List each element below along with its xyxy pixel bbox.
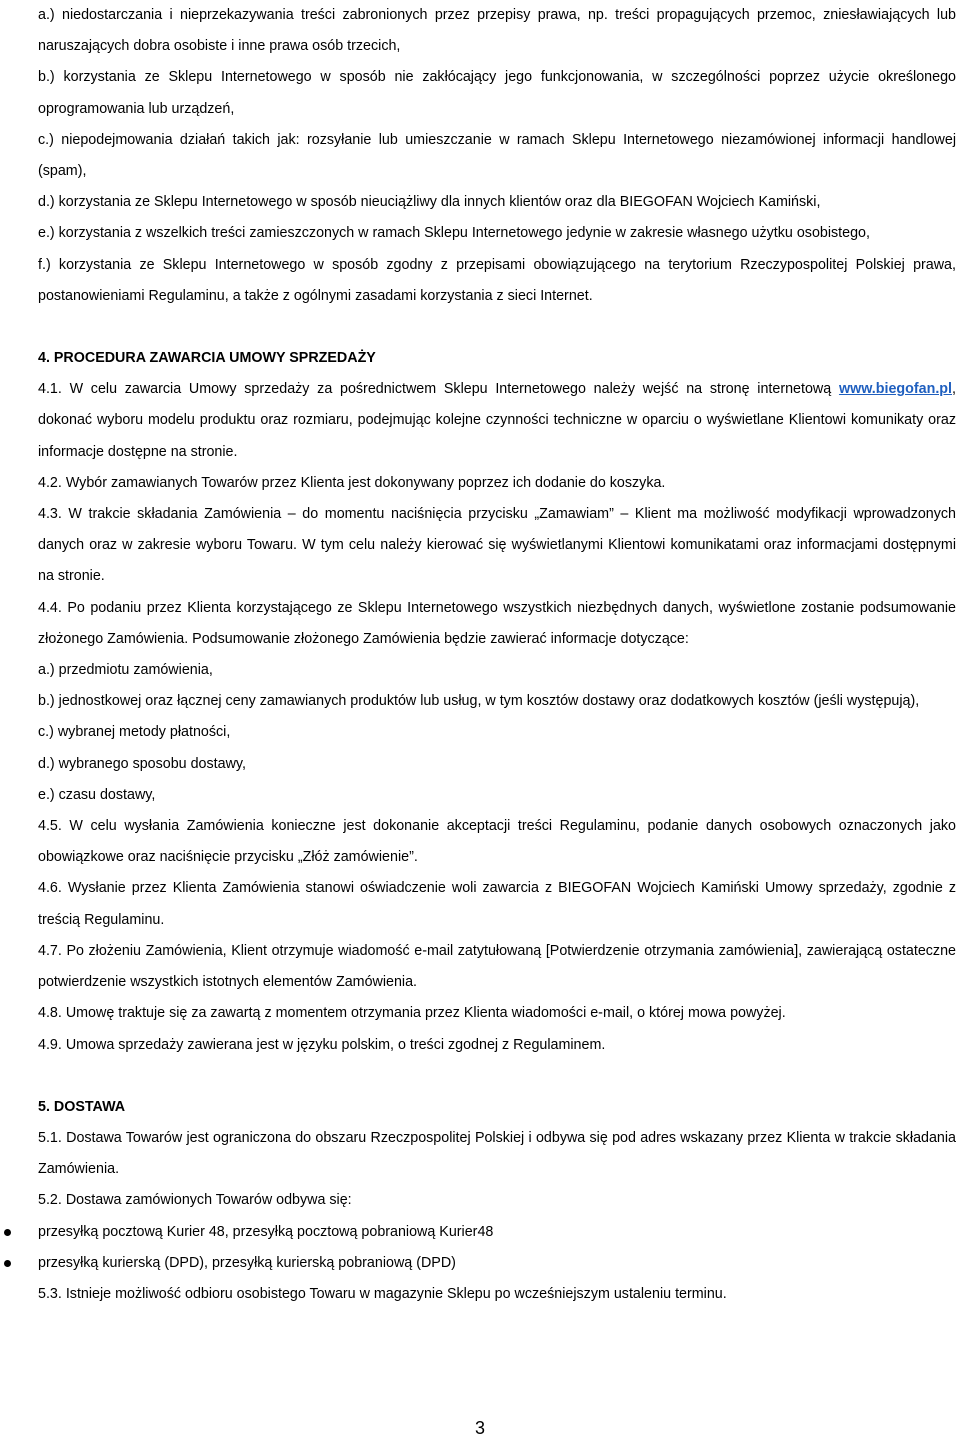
list-item <box>38 1248 956 1279</box>
summary-item-a: a.) przedmiotu zamówienia, <box>38 662 213 679</box>
paragraph-4-6: 4.6. Wysłanie przez Klienta Zamówienia stanowi oświadczenie woli zawarcia z BIEGOFAN Wojciech Kamiński Umowy sprzedaży, zgodnie z treścią Regulaminu. <box>38 880 956 928</box>
paragraph-a: a.) niedostarczania i nieprzekazywania treści zabronionych przez przepisy prawa, np. treści propagujących przemoc, zniesławiających lub naruszających dobra osobiste i inne prawa osób trzecich, <box>38 7 956 55</box>
list-item <box>38 1217 956 1248</box>
summary-item-b: b.) jednostkowej oraz łącznej ceny zamawianych produktów lub usług, w tym kosztów dostawy oraz dodatkowych kosztów (jeśli występują), <box>38 693 920 710</box>
paragraph-5-3: 5.3. Istnieje możliwość odbioru osobistego Towaru w magazynie Sklepu po wcześniejszym ustaleniu terminu. <box>38 1285 727 1302</box>
paragraph-4-8: 4.8. Umowę traktuje się za zawartą z momentem otrzymania przez Klienta wiadomości e-mail, o której mowa powyżej. <box>38 1005 786 1022</box>
paragraph-5-2: 5.2. Dostawa zamówionych Towarów odbywa się: <box>38 1192 352 1209</box>
paragraph-4-3: 4.3. W trakcie składania Zamówienia – do momentu naciśnięcia przycisku „Zamawiam” – Klient ma możliwość modyfikacji wprowadzonych danych oraz w zakresie wyboru Towaru. W tym celu należy kierować się wyświetlanymi Klientowi komunikatami oraz informacjami dostępnymi na stronie. <box>38 506 956 585</box>
summary-item-c: c.) wybranej metody płatności, <box>38 724 231 741</box>
summary-item-d: d.) wybranego sposobu dostawy, <box>38 755 246 772</box>
biegofan-link[interactable]: www.biegofan.pl <box>838 381 953 398</box>
bullet-icon <box>4 1260 11 1267</box>
paragraph-c: c.) niepodejmowania działań takich jak: rozsyłanie lub umieszczanie w ramach Sklepu Internetowego niezamówionej informacji handlowej (spam), <box>38 131 956 180</box>
section-4-heading: 4. PROCEDURA ZAWARCIA UMOWY SPRZEDAŻY <box>38 350 376 367</box>
section-5-heading: 5. DOSTAWA <box>38 1098 126 1115</box>
bullet-icon <box>4 1229 11 1236</box>
paragraph-4-5: 4.5. W celu wysłania Zamówienia konieczne jest dokonanie akceptacji treści Regulaminu, podanie danych osobowych oznaczonych jako obowiązkowe oraz naciśnięcie przycisku „Złóż zamówienie”. <box>38 818 956 866</box>
paragraph-4-9: 4.9. Umowa sprzedaży zawierana jest w języku polskim, o treści zgodnej z Regulaminem. <box>38 1036 606 1053</box>
paragraph-e: e.) korzystania z wszelkich treści zamieszczonych w ramach Sklepu Internetowego jedynie w zakresie własnego użytku osobistego, <box>38 225 870 242</box>
spacer <box>38 1061 956 1092</box>
page-number: 3 <box>474 1418 485 1438</box>
delivery-method-text: przesyłką kurierską (DPD), przesyłką kurierską pobraniową (DPD) <box>38 1254 456 1271</box>
spacer <box>38 312 956 343</box>
paragraph-4-1-text-end: , dokonać wyboru modelu produktu oraz rozmiaru, podejmując kolejne czynności techniczne w oparciu o wyświetlane Klientowi komunikaty oraz informacje dostępne na stronie. <box>38 381 956 460</box>
paragraph-d: d.) korzystania ze Sklepu Internetowego w sposób nieuciążliwy dla innych klientów oraz dla BIEGOFAN Wojciech Kamiński, <box>38 194 821 211</box>
summary-item-e: e.) czasu dostawy, <box>38 786 156 803</box>
paragraph-4-1-text-start: 4.1. W celu zawarcia Umowy sprzedaży za pośrednictwem Sklepu Internetowego należy wejść na stronę internetową <box>38 381 839 398</box>
paragraph-4-7: 4.7. Po złożeniu Zamówienia, Klient otrzymuje wiadomość e-mail zatytułowaną [Potwierdzenie otrzymania zamówienia], zawierającą ostateczne potwierdzenie wszystkich istotnych elementów Zamówienia. <box>38 942 956 991</box>
delivery-method-text: przesyłką pocztową Kurier 48, przesyłką pocztową pobraniową Kurier48 <box>38 1223 494 1240</box>
paragraph-4-1 <box>38 374 956 468</box>
delivery-methods-list <box>38 1217 956 1279</box>
paragraph-f: f.) korzystania ze Sklepu Internetowego w sposób zgodny z przepisami obowiązującego na terytorium Rzeczypospolitej Polskiej prawa, postanowieniami Regulaminu, a także z ogólnymi zasadami korzystania z sieci Internet. <box>38 256 956 304</box>
document-page <box>38 0 956 1310</box>
paragraph-4-4: 4.4. Po podaniu przez Klienta korzystającego ze Sklepu Internetowego wszystkich niezbędnych danych, wyświetlone zostanie podsumowanie złożonego Zamówienia. Podsumowanie złożonego Zamówienia będzie zawierać informacje dotyczące: <box>38 599 956 647</box>
paragraph-5-1: 5.1. Dostawa Towarów jest ograniczona do obszaru Rzeczpospolitej Polskiej i odbywa się pod adres wskazany przez Klienta w trakcie składania Zamówienia. <box>38 1129 956 1178</box>
paragraph-4-2: 4.2. Wybór zamawianych Towarów przez Klienta jest dokonywany poprzez ich dodanie do koszyka. <box>38 474 666 491</box>
paragraph-b: b.) korzystania ze Sklepu Internetowego w sposób nie zakłócający jego funkcjonowania, w szczególności poprzez użycie określonego oprogramowania lub urządzeń, <box>38 69 956 117</box>
